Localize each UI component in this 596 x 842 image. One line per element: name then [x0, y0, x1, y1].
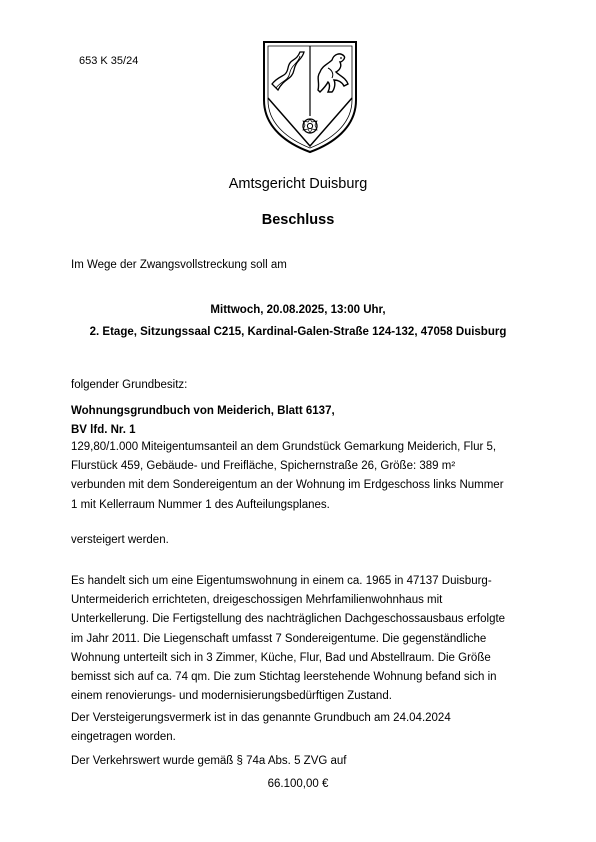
value-intro: Der Verkehrswert wurde gemäß § 74a Abs. 5 ZVG auf — [71, 755, 347, 767]
intro-text: Im Wege der Zwangsvollstreckung soll am — [71, 259, 287, 271]
property-description-line: 1 mit Kellerraum Nummer 1 des Aufteilungsplanes. — [71, 498, 330, 511]
property-details — [71, 572, 531, 706]
register-note-line: eingetragen worden. — [71, 731, 176, 744]
document-title: Beschluss — [261, 212, 335, 228]
property-description — [71, 438, 531, 515]
property-intro: folgender Grundbesitz: — [71, 379, 188, 391]
market-value: 66.100,00 € — [267, 778, 329, 790]
property-description-line: verbunden mit dem Sondereigentum an der Wohnung im Erdgeschoss links Nummer — [71, 479, 504, 492]
details-line: Untermeiderich errichteten, dreigeschossigen Mehrfamilienwohnhaus mit — [71, 594, 443, 607]
register-note-line: Der Versteigerungsvermerk ist in das genannte Grundbuch am 24.04.2024 — [71, 712, 451, 724]
nrw-coat-of-arms-icon — [262, 38, 358, 154]
details-line: Unterkellerung. Die Fertigstellung des nachträglichen Dachgeschossausbaus erfolgte — [71, 613, 506, 626]
property-description-line: 129,80/1.000 Miteigentumsanteil an dem Grundstück Gemarkung Meiderich, Flur 5, — [71, 441, 497, 453]
property-register: Wohnungsgrundbuch von Meiderich, Blatt 6137, — [71, 405, 335, 417]
details-line: Es handelt sich um eine Eigentumswohnung in einem ca. 1965 in 47137 Duisburg- — [71, 575, 492, 587]
details-line: Wohnung unterteilt sich in 3 Zimmer, Küche, Flur, Bad und Abstellraum. Die Größe — [71, 651, 491, 664]
court-name: Amtsgericht Duisburg — [228, 176, 368, 192]
details-line: bemisst sich auf ca. 74 qm. Die zum Stichtag leerstehende Wohnung befand sich in — [71, 671, 497, 684]
property-description-line: Flurstück 459, Gebäude- und Freifläche, Spichernstraße 26, Größe: 389 m² — [71, 460, 456, 473]
appointment-datetime: Mittwoch, 20.08.2025, 13:00 Uhr, — [210, 304, 386, 316]
details-line: im Jahr 2011. Die Liegenschaft umfasst 7 Sondereigentume. Die gegenständliche — [71, 632, 487, 645]
auction-note: versteigert werden. — [71, 534, 169, 546]
details-line: einem renovierungs- und modernisierungsbedürftigen Zustand. — [71, 690, 392, 703]
case-number: 653 K 35/24 — [79, 55, 139, 67]
property-entry: BV lfd. Nr. 1 — [71, 424, 136, 436]
register-note — [71, 709, 531, 747]
appointment-location: 2. Etage, Sitzungssaal C215, Kardinal-Galen-Straße 124-132, 47058 Duisburg — [89, 326, 507, 338]
